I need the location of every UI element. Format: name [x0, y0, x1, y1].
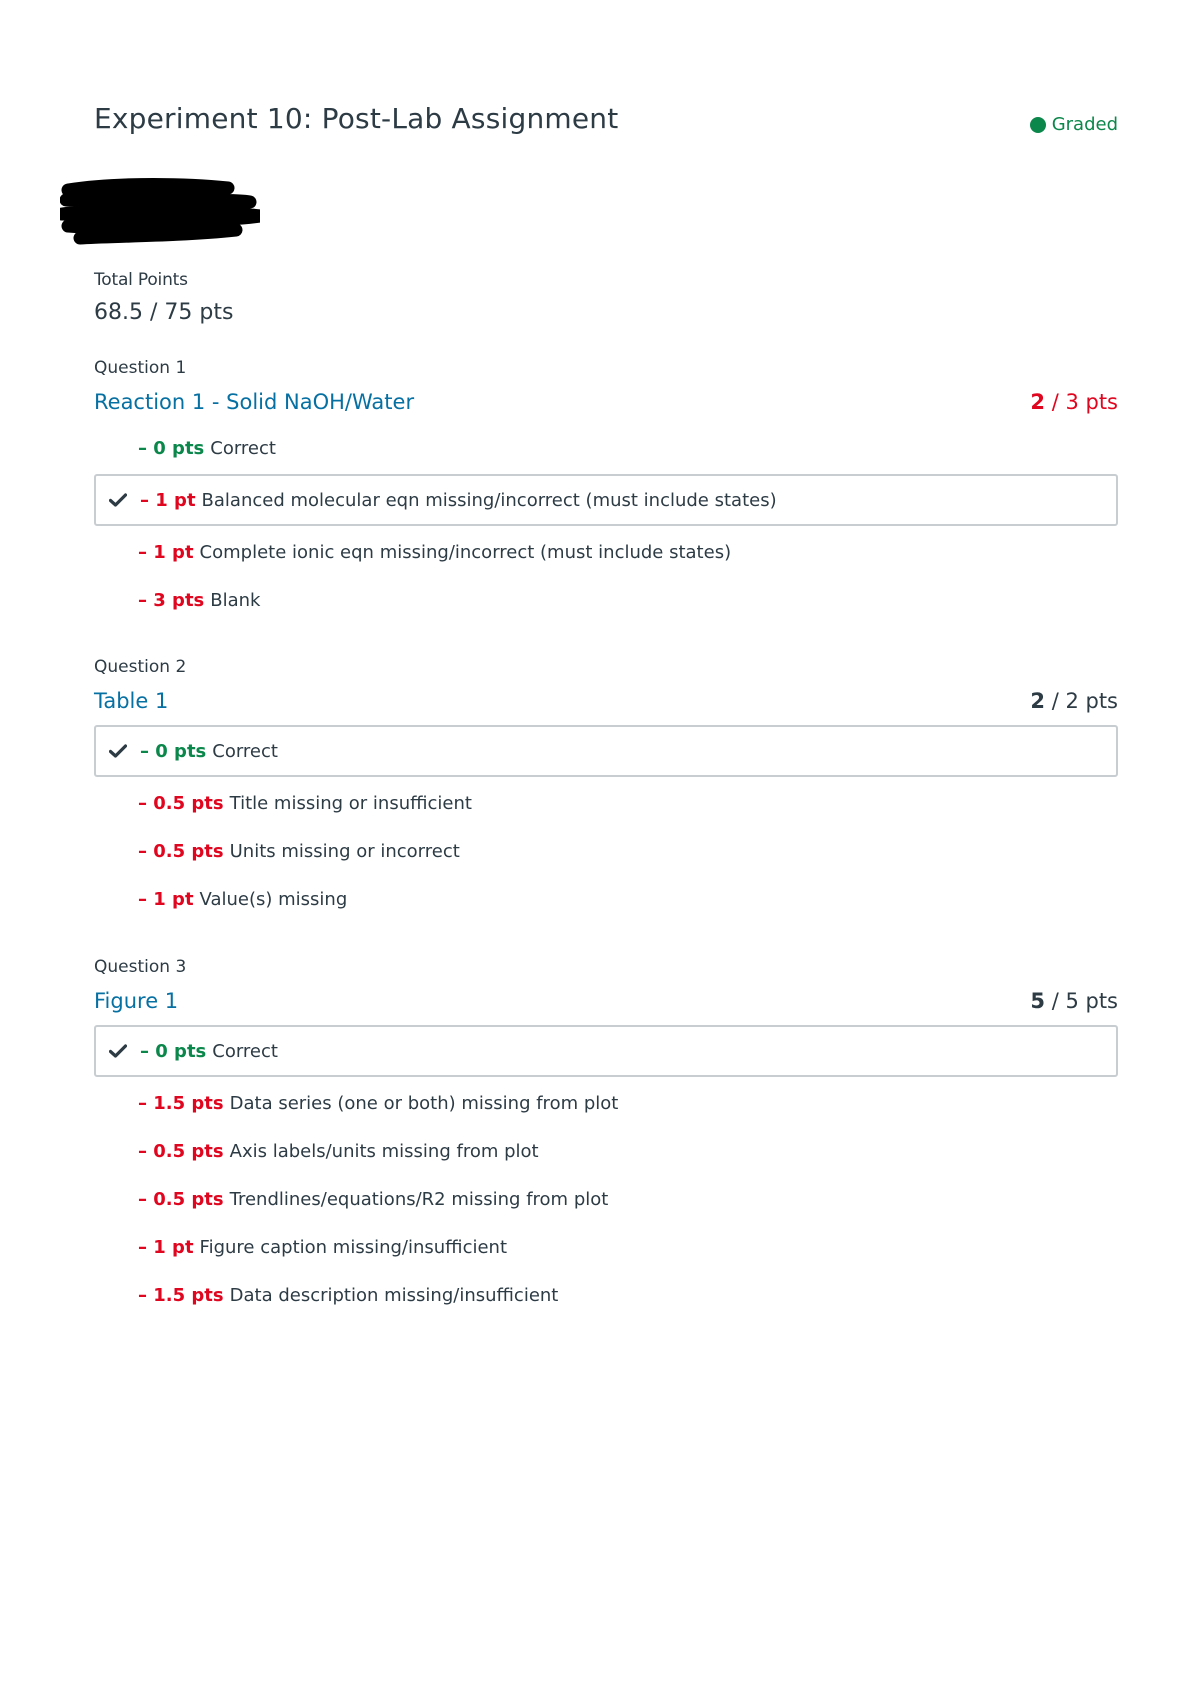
- rubric-points: – 0.5 pts: [138, 840, 224, 862]
- question-header: [94, 989, 1118, 1023]
- rubric-item: [94, 1079, 1118, 1127]
- rubric-points: – 0.5 pts: [138, 1188, 224, 1210]
- rubric-item: [94, 424, 1118, 472]
- redacted-name-scribble: [60, 176, 260, 246]
- rubric-description: Axis labels/units missing from plot: [229, 1140, 539, 1162]
- status-label: Graded: [1051, 114, 1118, 135]
- rubric-points: – 0 pts: [138, 437, 205, 459]
- question-2: [94, 657, 1118, 923]
- rubric-item: [94, 875, 1118, 923]
- total-points: [94, 270, 233, 325]
- rubric-description: Trendlines/equations/R2 missing from plot: [229, 1188, 609, 1210]
- question-1: [94, 358, 1118, 624]
- status-badge: [1030, 114, 1118, 135]
- rubric-description: Title missing or insufficient: [229, 792, 472, 814]
- rubric-item: [94, 576, 1118, 624]
- rubric-description: Complete ionic eqn missing/incorrect (must include states): [199, 541, 732, 563]
- rubric-item: [94, 528, 1118, 576]
- question-label: Question 2: [94, 657, 187, 677]
- rubric-item: [94, 779, 1118, 827]
- score-earned: 5: [1030, 989, 1046, 1013]
- rubric-item: [94, 1271, 1118, 1319]
- rubric-item-selected: [94, 725, 1118, 777]
- filled-circle-icon: [1030, 117, 1046, 133]
- rubric-description: Blank: [210, 589, 261, 611]
- rubric-description: Data description missing/insufficient: [229, 1284, 559, 1306]
- checkmark-icon: [96, 744, 140, 758]
- rubric-points: – 1 pt: [138, 1236, 194, 1258]
- rubric-item: [94, 1223, 1118, 1271]
- rubric-points: – 1 pt: [138, 541, 194, 563]
- rubric-description: Correct: [212, 1040, 278, 1062]
- rubric-item: [94, 827, 1118, 875]
- rubric-points: – 0.5 pts: [138, 1140, 224, 1162]
- rubric-item: [94, 1175, 1118, 1223]
- rubric-points: – 0.5 pts: [138, 792, 224, 814]
- score-max: / 5 pts: [1045, 989, 1118, 1013]
- total-points-value: 68.5 / 75 pts: [94, 300, 234, 325]
- rubric-points: – 0 pts: [140, 1040, 207, 1062]
- checkmark-icon: [96, 1044, 140, 1058]
- question-score: [1030, 689, 1118, 713]
- score-max: / 2 pts: [1045, 689, 1118, 713]
- question-label: Question 3: [94, 957, 187, 977]
- question-title[interactable]: Reaction 1 - Solid NaOH/Water: [94, 390, 415, 414]
- score-earned: 2: [1030, 390, 1046, 414]
- total-points-label: Total Points: [94, 270, 188, 290]
- rubric-points: – 1 pt: [138, 888, 194, 910]
- score-earned: 2: [1030, 689, 1046, 713]
- checkmark-icon: [96, 493, 140, 507]
- rubric-item-selected: [94, 1025, 1118, 1077]
- question-score: [1030, 390, 1118, 414]
- rubric-points: – 1.5 pts: [138, 1092, 224, 1114]
- rubric-points: – 1.5 pts: [138, 1284, 224, 1306]
- question-title[interactable]: Table 1: [94, 689, 169, 713]
- question-label: Question 1: [94, 358, 187, 378]
- rubric-points: – 1 pt: [140, 489, 196, 511]
- rubric-description: Value(s) missing: [199, 888, 348, 910]
- rubric-description: Data series (one or both) missing from plot: [229, 1092, 619, 1114]
- rubric-item: [94, 1127, 1118, 1175]
- score-max: / 3 pts: [1045, 390, 1118, 414]
- question-3: [94, 957, 1118, 1319]
- rubric-item-selected: [94, 474, 1118, 526]
- page-title: Experiment 10: Post-Lab Assignment: [94, 102, 619, 135]
- question-title[interactable]: Figure 1: [94, 989, 179, 1013]
- page-header: [94, 102, 1118, 142]
- rubric-points: – 0 pts: [140, 740, 207, 762]
- rubric-description: Units missing or incorrect: [229, 840, 460, 862]
- rubric-description: Correct: [212, 740, 278, 762]
- rubric-description: Correct: [210, 437, 276, 459]
- rubric-description: Figure caption missing/insufficient: [199, 1236, 508, 1258]
- rubric-points: – 3 pts: [138, 589, 205, 611]
- question-header: [94, 689, 1118, 723]
- question-score: [1030, 989, 1118, 1013]
- question-header: [94, 390, 1118, 424]
- rubric-description: Balanced molecular eqn missing/incorrect (must include states): [201, 489, 777, 511]
